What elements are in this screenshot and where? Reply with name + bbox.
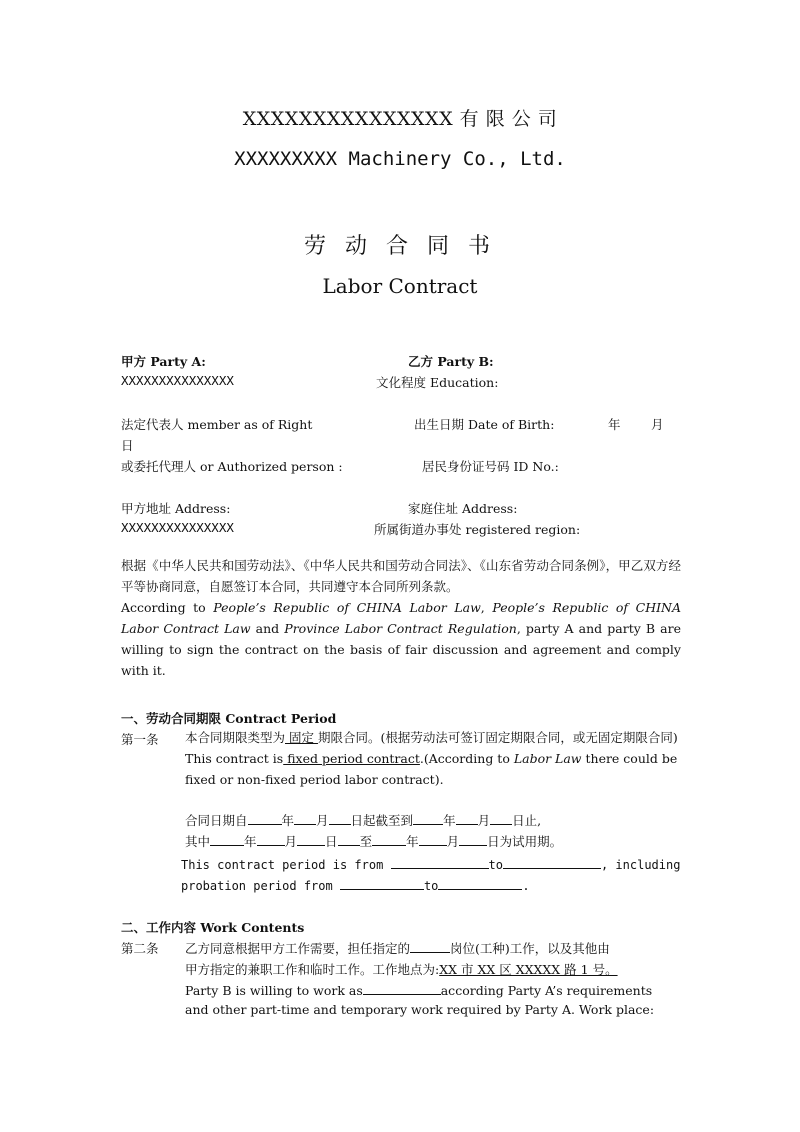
article-2-en-line-2: and other part-time and temporary work required by Party A. Work place: [185, 1002, 655, 1017]
party-a-label: 甲方 Party A: [121, 354, 206, 369]
trial-period-line [185, 832, 562, 850]
contract-title-en: Labor Contract [322, 274, 478, 298]
period-from-blank[interactable] [391, 855, 489, 869]
trial-end-year-unit: 年 [406, 834, 419, 849]
company-name-cn: XXXXXXXXXXXXXXX 有 限 公 司 [242, 108, 558, 130]
contract-date-line [185, 811, 541, 829]
legal-representative-label: 法定代表人 member as of Right [121, 417, 313, 432]
article-1-en-end: there could be fixed or non-fixed period labor contract). [185, 751, 678, 787]
article-2-cn-start: 乙方同意根据甲方工作需要，担任指定的 [185, 941, 411, 956]
probation-from-label: probation period from [181, 879, 333, 893]
article-1-cn-end: 期限合同。(根据劳动法可签订固定期限合同，或无固定期限合同) [317, 730, 678, 745]
intro-law-3: Province Labor Contract Regulation [284, 621, 517, 636]
party-b-label: 乙方 Party B: [408, 354, 494, 369]
section-1-heading: 一、劳动合同期限 Contract Period [121, 711, 337, 726]
period-including-label: , including [600, 858, 681, 872]
period-to-label: to [488, 858, 503, 872]
start-day-blank[interactable] [329, 811, 351, 825]
trial-end-label: 日为试用期。 [487, 834, 563, 849]
party-b-address-label: 家庭住址 Address: [408, 501, 518, 516]
article-1-cn-start: 本合同期限类型为 [185, 730, 286, 745]
trial-start-month-unit: 月 [284, 834, 298, 849]
article-1-label: 第一条 [121, 732, 159, 747]
intro-en-start: According to [121, 600, 214, 615]
trial-end-month-unit: 月 [446, 834, 460, 849]
article-2-cn-line-1 [185, 939, 610, 957]
intro-law-1: People’s Republic of CHINA Labor Law [213, 600, 481, 615]
period-from-label: This contract period is from [181, 858, 384, 872]
position-en-blank[interactable] [363, 981, 441, 995]
contract-type-fill: 固定 [285, 730, 318, 745]
section-2-heading: 二、工作内容 Work Contents [121, 920, 305, 935]
contract-title-cn: 劳 动 合 同 书 [304, 234, 496, 259]
work-place-label: 甲方指定的兼职工作和临时工作。工作地点为: [185, 962, 440, 977]
end-year-unit: 年 [443, 813, 456, 828]
probation-to-label: to [423, 879, 439, 893]
intro-sep: , [480, 600, 493, 615]
article-1-en-start: This contract is [185, 751, 284, 766]
probation-to-blank[interactable] [438, 876, 522, 890]
contract-period-en-line [181, 855, 680, 872]
date-until-label: 日起截至到 [350, 813, 414, 828]
work-place-value: XX 市 XX 区 XXXXX 路 1 号。 [439, 962, 618, 977]
article-2-cn-line-2 [185, 960, 618, 978]
start-year-unit: 年 [281, 813, 295, 828]
trial-start-day-blank[interactable] [297, 832, 325, 846]
authorized-person-label: 或委托代理人 or Authorized person : [121, 459, 343, 474]
start-month-unit: 月 [316, 813, 329, 828]
dob-month-label: 月 [651, 417, 664, 432]
article-1-text [185, 727, 681, 790]
article-2-en-line-1 [185, 981, 652, 998]
trial-start-year-unit: 年 [244, 834, 257, 849]
id-number-label: 居民身份证号码 ID No.: [422, 459, 559, 474]
probation-from-blank[interactable] [340, 876, 424, 890]
education-label: 文化程度 Education: [376, 375, 499, 390]
trial-end-year-blank[interactable] [372, 832, 406, 846]
start-year-blank[interactable] [248, 811, 282, 825]
intro-and: and [250, 621, 285, 636]
trial-end-day-blank[interactable] [459, 832, 487, 846]
end-month-unit: 月 [477, 813, 491, 828]
date-end-label: 日止, [512, 813, 542, 828]
probation-end-period: . [522, 879, 530, 893]
trial-end-month-blank[interactable] [419, 832, 447, 846]
end-month-blank[interactable] [456, 811, 478, 825]
company-name-en: XXXXXXXXX Machinery Co., Ltd. [234, 148, 566, 170]
party-a-address-value: XXXXXXXXXXXXXXX [121, 520, 234, 535]
contract-type-fill-en: fixed period contract [283, 751, 420, 766]
intro-cn: 根据《中华人民共和国劳动法》、《中华人民共和国劳动合同法》、《山东省劳动合同条例》，甲乙双方经平等协商同意，自愿签订本合同，共同遵守本合同所列条款。 [121, 558, 681, 594]
article-2-cn-end: 岗位(工种)工作，以及其他由 [450, 941, 610, 956]
party-a-name: XXXXXXXXXXXXXXX [121, 373, 234, 388]
dob-year-label: 年 [608, 417, 621, 432]
article-2-label: 第二条 [121, 941, 159, 956]
end-day-blank[interactable] [490, 811, 512, 825]
registered-region-label: 所属街道办事处 registered region: [374, 522, 581, 537]
article-1-en-mid: .(According to [419, 751, 514, 766]
trial-gap-blank[interactable] [338, 832, 360, 846]
intro-paragraph [121, 555, 681, 681]
position-blank[interactable] [410, 939, 450, 953]
date-of-birth-label: 出生日期 Date of Birth: [414, 417, 555, 432]
article-2-en-start: Party B is willing to work as [185, 983, 363, 998]
intro-law-2: People’s Republic of CHINA Labor Contract Law [121, 600, 681, 636]
start-month-blank[interactable] [294, 811, 316, 825]
article-2-en-mid: according Party A’s requirements [440, 983, 653, 998]
date-from-label: 合同日期自 [185, 813, 248, 828]
probation-en-line [181, 876, 530, 893]
period-to-blank[interactable] [503, 855, 601, 869]
trial-start-year-blank[interactable] [210, 832, 244, 846]
trial-start-day-unit: 日 [325, 834, 338, 849]
end-year-blank[interactable] [413, 811, 443, 825]
dob-day-label: 日 [121, 438, 134, 453]
party-a-address-label: 甲方地址 Address: [121, 501, 231, 516]
article-1-en-law: Labor Law [513, 751, 582, 766]
trial-to-label: 至 [359, 834, 373, 849]
intro-en-rest: , party A and party B are willing to sign the contract on the basis of fair discussion and agreement and comply with it. [121, 621, 682, 678]
trial-label: 其中 [185, 834, 211, 849]
trial-start-month-blank[interactable] [257, 832, 285, 846]
